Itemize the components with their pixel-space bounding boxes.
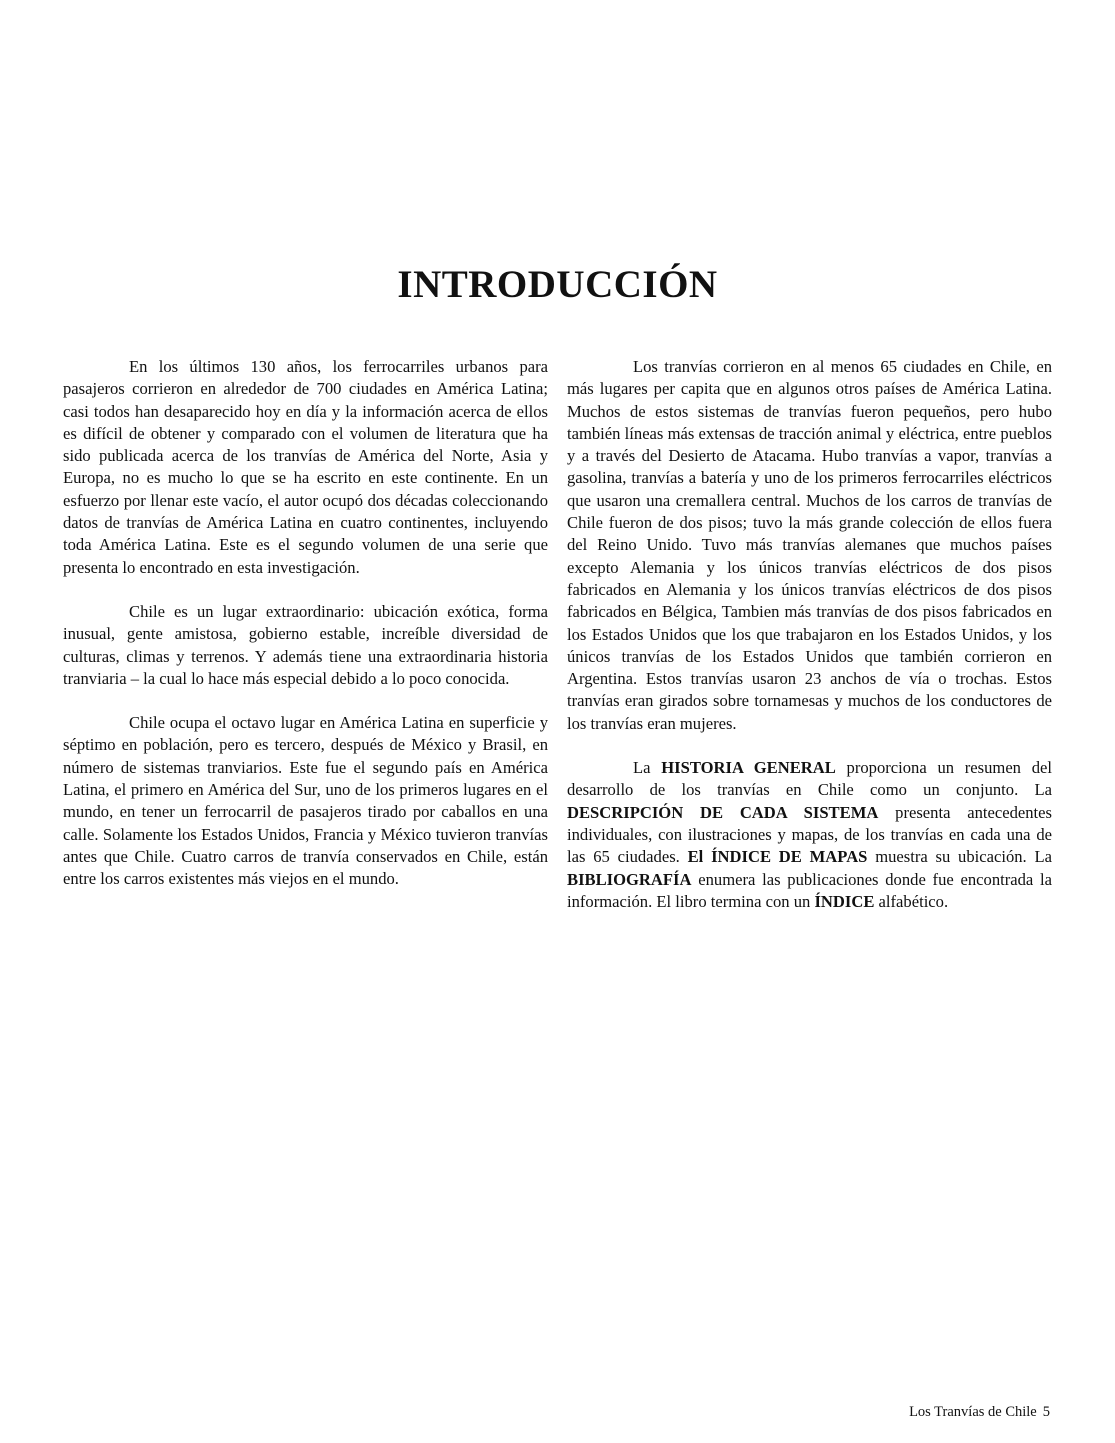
- paragraph-book-contents: [567, 757, 1052, 913]
- bold-term-descripcion: DESCRIPCIÓN DE CADA SISTEMA: [567, 802, 879, 822]
- text-run: proporciona un resumen del desarrollo de los tranvías en Chile como un conjunto. La: [567, 758, 1052, 800]
- text-run: La: [633, 758, 662, 778]
- paragraph-intro: En los últimos 130 años, los ferrocarriles urbanos para pasajeros corrieron en alrededor de 700 ciudades en América Latina; casi todos han desaparecido hoy en día y la información acerca de ellos es difícil de obtener y comparado con el volumen de literatura que ha sido publicada acerca de los tranvías de América del Norte, Asia y Europa, no es mucho lo que se ha escrito en este continente. En un esfuerzo por llenar este vacío, el autor ocupó dos décadas coleccionando datos de tranvías de América Latina en cuatro continentes, incluyendo toda América Latina. Este es el segundo volumen de una serie que presenta lo encontrado en esta investigación.: [63, 357, 548, 577]
- running-title: Los Tranvías de Chile: [909, 1404, 1037, 1420]
- text-run: alfabético.: [874, 891, 949, 911]
- paragraph-chile-ranking: Chile ocupa el octavo lugar en América Latina en superficie y séptimo en población, pero es tercero, después de México y Brasil, en número de sistemas tranviarios. Este fue el segundo país en América Latina, el primero en América del Sur, uno de los primeros lugares en el mundo, en tener un ferrocarril de pasajeros tirado por caballos en una calle. Solamente los Estados Unidos, Francia y México tuvieron tranvías antes que Chile. Cuatro carros de tranvía conservados en Chile, están entre los carros existentes más viejos en el mundo.: [63, 713, 548, 889]
- paragraph-chile-description: Chile es un lugar extraordinario: ubicación exótica, forma inusual, gente amistosa, gobierno estable, increíble diversidad de culturas, climas y terrenos. Y además tiene una extraordinaria historia tranviaria – la cual lo hace más especial debido a lo poco conocida.: [63, 601, 548, 688]
- bold-term-indice: ÍNDICE: [814, 891, 875, 911]
- bold-term-historia-general: HISTORIA GENERAL: [661, 758, 836, 778]
- text-run: presenta antecedentes individuales, con ilustraciones y mapas, de los tranvías en cada una de las 65 ciudades.: [567, 802, 1052, 867]
- page-number: 5: [1042, 1404, 1050, 1420]
- paragraph-tram-cities: Los tranvías corrieron en al menos 65 ciudades en Chile, en más lugares per capita que en algunos otros países de América Latina. Muchos de estos sistemas de tranvías fueron pequeños, pero hubo también líneas más extensas de tracción animal y eléctrica, entre pueblos y a través del Desierto de Atacama. Hubo tranvías a vapor, tranvías a gasolina, tranvías a batería y uno de los primeros ferrocarriles eléctricos que usaron una cremallera central. Muchos de los carros de tranvías de Chile fueron de dos pisos; tuvo la más grande colección de ellos fuera del Reino Unido. Tuvo más tranvías alemanes que muchos países excepto Alemania y los únicos tranvías eléctricos de dos pisos fabricados en Alemania y los únicos tranvías eléctricos de dos pisos fabricados en Bélgica, Tambien más tranvías de dos pisos fabricados en los Estados Unidos que los que trabajaron en los Estados Unidos, y los únicos tranvías de los Estados Unidos que también corrieron en Argentina. Estos tranvías usaron 23 anchos de vía o trochas. Estos tranvías eran girados sobre tornamesas y muchos de los conductores de los tranvías eran mujeres.: [567, 357, 1052, 733]
- right-column: [567, 356, 1052, 913]
- left-column: [63, 356, 548, 891]
- bold-term-indice-mapas: El ÍNDICE DE MAPAS: [687, 847, 868, 867]
- text-run: muestra su ubicación. La: [867, 847, 1052, 867]
- bold-term-bibliografia: BIBLIOGRAFÍA: [567, 869, 692, 889]
- page-title: INTRODUCCIÓN: [397, 263, 718, 306]
- page-footer: [909, 1404, 1050, 1421]
- text-run: enumera las publicaciones donde fue encontrada la información. El libro termina con un: [567, 869, 1052, 911]
